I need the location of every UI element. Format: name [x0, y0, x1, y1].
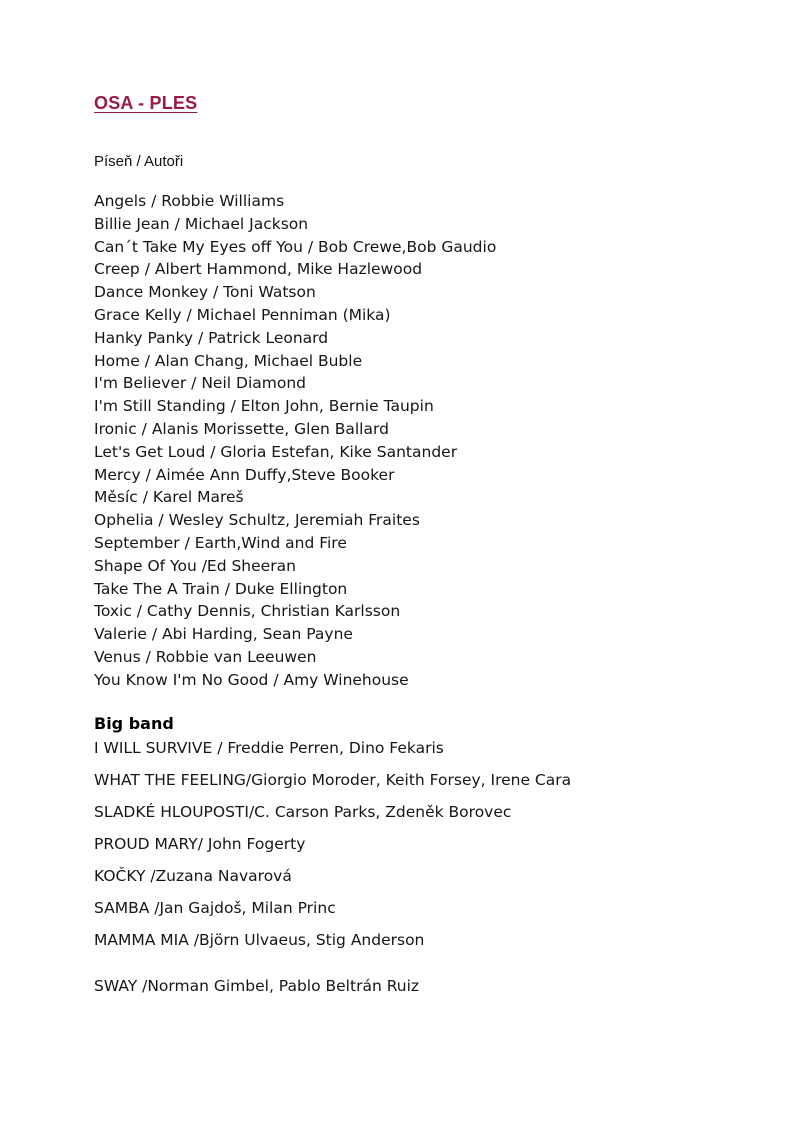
song-item: Angels / Robbie Williams — [94, 192, 285, 210]
bigband-song-item: SLADKÉ HLOUPOSTI/C. Carson Parks, Zdeněk Borovec — [94, 803, 512, 821]
bigband-song-item: MAMMA MIA /Björn Ulvaeus, Stig Anderson — [94, 931, 425, 949]
bigband-song-item: SWAY /Norman Gimbel, Pablo Beltrán Ruiz — [94, 977, 420, 995]
song-item: Billie Jean / Michael Jackson — [94, 214, 309, 233]
song-item: Shape Of You /Ed Sheeran — [94, 556, 296, 575]
song-item: Creep / Albert Hammond, Mike Hazlewood — [94, 260, 423, 279]
song-list — [94, 190, 496, 692]
bigband-song-item: KOČKY /Zuzana Navarová — [94, 867, 292, 885]
song-item: Take The A Train / Duke Ellington — [94, 579, 348, 598]
song-item: Can´t Take My Eyes off You / Bob Crewe,Bob Gaudio — [94, 237, 497, 256]
bigband-heading: Big band — [94, 714, 174, 733]
song-item: Let's Get Loud / Gloria Estefan, Kike Santander — [94, 442, 458, 461]
bigband-song-item: PROUD MARY/ John Fogerty — [94, 835, 306, 853]
song-item: Toxic / Cathy Dennis, Christian Karlsson — [94, 602, 401, 621]
song-item: I'm Still Standing / Elton John, Bernie Taupin — [94, 397, 434, 416]
bigband-song-list — [94, 736, 571, 1006]
bigband-song-item: WHAT THE FEELING/Giorgio Moroder, Keith Forsey, Irene Cara — [94, 771, 572, 789]
song-item: Ironic / Alanis Morissette, Glen Ballard — [94, 419, 389, 438]
song-item: September / Earth,Wind and Fire — [94, 533, 347, 552]
song-item: Grace Kelly / Michael Penniman (Mika) — [94, 305, 391, 324]
song-item: Dance Monkey / Toni Watson — [94, 283, 316, 302]
song-item: Hanky Panky / Patrick Leonard — [94, 328, 329, 347]
bigband-song-item: I WILL SURVIVE / Freddie Perren, Dino Fekaris — [94, 739, 444, 757]
song-item: Venus / Robbie van Leeuwen — [94, 647, 317, 666]
song-item: Mercy / Aimée Ann Duffy,Steve Booker — [94, 465, 395, 484]
song-item: Ophelia / Wesley Schultz, Jeremiah Fraites — [94, 511, 420, 530]
song-item: Home / Alan Chang, Michael Buble — [94, 351, 363, 370]
song-item: You Know I'm No Good / Amy Winehouse — [94, 670, 409, 689]
column-heading: Píseň / Autoři — [94, 153, 184, 170]
page-title: OSA - PLES — [94, 93, 198, 113]
song-item: I'm Believer / Neil Diamond — [94, 374, 306, 393]
song-item: Měsíc / Karel Mareš — [94, 488, 244, 507]
bigband-song-item: SAMBA /Jan Gajdoš, Milan Princ — [94, 899, 336, 917]
song-item: Valerie / Abi Harding, Sean Payne — [94, 625, 353, 644]
